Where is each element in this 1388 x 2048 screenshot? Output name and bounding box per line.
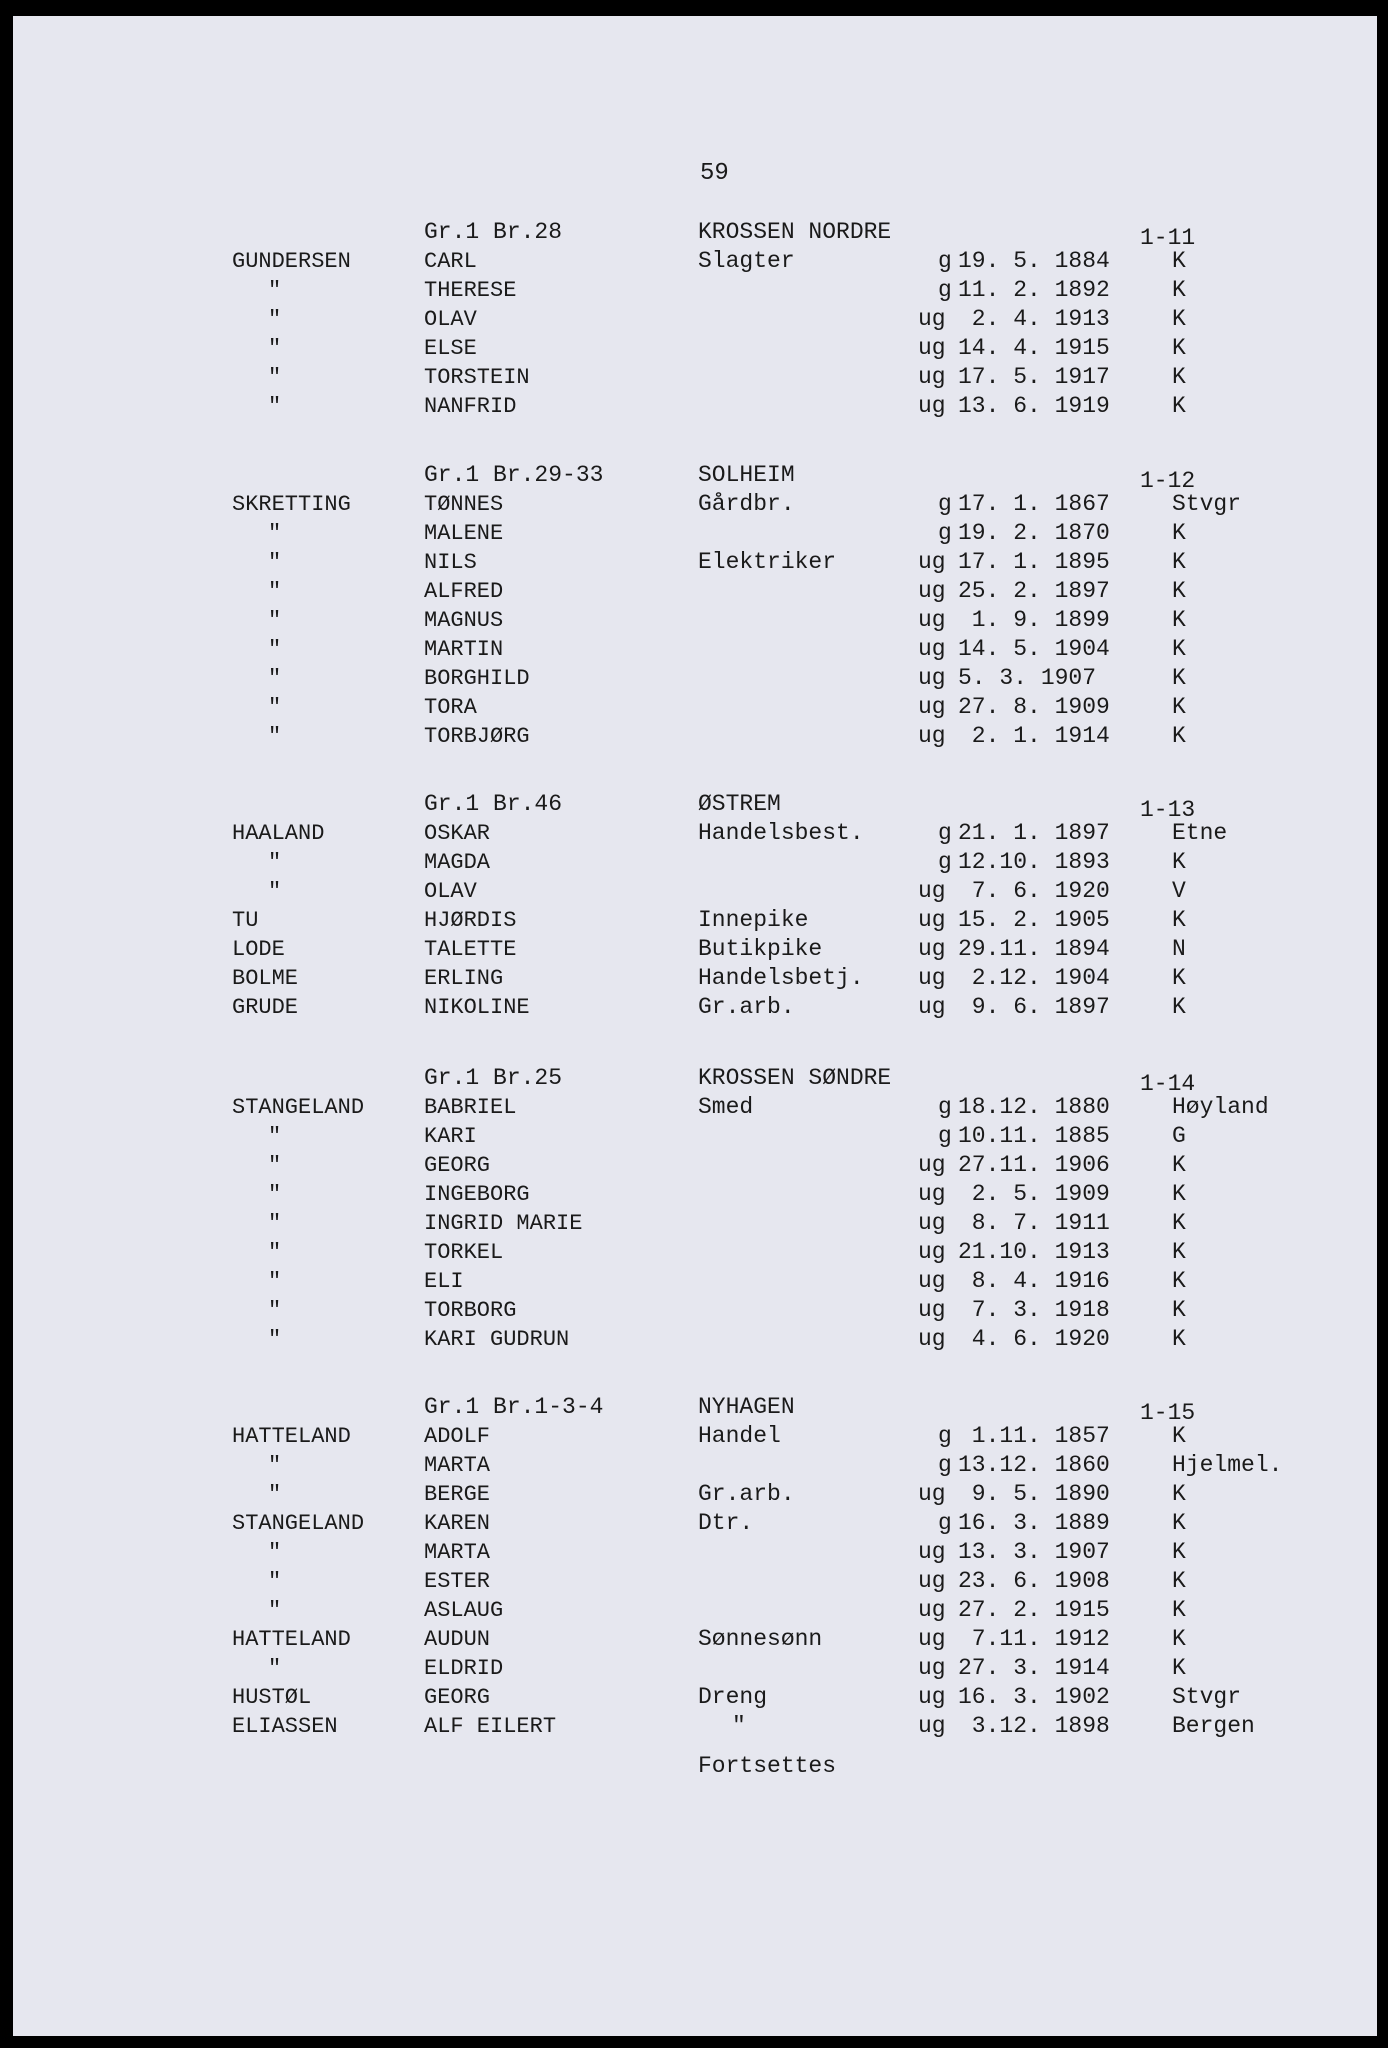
occupation: Elektriker bbox=[698, 549, 837, 575]
register-row bbox=[0, 1538, 1388, 1567]
surname: " bbox=[268, 521, 282, 546]
gr-br-reference: Gr.1 Br.46 bbox=[424, 791, 563, 817]
register-row bbox=[0, 276, 1388, 305]
first-name: BERGE bbox=[424, 1482, 491, 1507]
birth-place: G bbox=[1172, 1123, 1186, 1149]
birth-date: 12.10. 1893 bbox=[958, 849, 1110, 875]
birth-place: K bbox=[1172, 1510, 1186, 1536]
register-row bbox=[0, 1296, 1388, 1325]
birth-place: Høyland bbox=[1172, 1094, 1269, 1120]
farm-section bbox=[0, 1064, 1388, 1354]
first-name: NANFRID bbox=[424, 394, 517, 419]
surname: " bbox=[268, 1298, 282, 1323]
first-name: ELDRID bbox=[424, 1656, 504, 1681]
marital-status: ug bbox=[918, 1181, 946, 1207]
surname: " bbox=[268, 1240, 282, 1265]
surname: GUNDERSEN bbox=[232, 249, 351, 274]
first-name: MARTA bbox=[424, 1540, 491, 1565]
first-name: ALFRED bbox=[424, 579, 504, 604]
birth-place: K bbox=[1172, 1655, 1186, 1681]
birth-place: Bergen bbox=[1172, 1713, 1255, 1739]
marital-status: g bbox=[938, 520, 952, 546]
first-name: OSKAR bbox=[424, 821, 491, 846]
birth-place: K bbox=[1172, 393, 1186, 419]
birth-date: 17. 1. 1867 bbox=[958, 491, 1110, 517]
birth-date: 29.11. 1894 bbox=[958, 936, 1110, 962]
birth-date: 7.11. 1912 bbox=[958, 1626, 1110, 1652]
birth-date: 14. 5. 1904 bbox=[958, 636, 1110, 662]
surname: HATTELAND bbox=[232, 1424, 351, 1449]
register-row bbox=[0, 1451, 1388, 1480]
surname: " bbox=[268, 1124, 282, 1149]
register-row bbox=[0, 993, 1388, 1022]
first-name: TORSTEIN bbox=[424, 365, 530, 390]
birth-date: 4. 6. 1920 bbox=[958, 1326, 1110, 1352]
birth-date: 1. 9. 1899 bbox=[958, 607, 1110, 633]
register-row bbox=[0, 577, 1388, 606]
birth-date: 25. 2. 1897 bbox=[958, 578, 1110, 604]
marital-status: ug bbox=[918, 1297, 946, 1323]
birth-date: 5. 3. 1907 bbox=[958, 665, 1097, 691]
marital-status: ug bbox=[918, 636, 946, 662]
birth-date: 7. 3. 1918 bbox=[958, 1297, 1110, 1323]
marital-status: g bbox=[938, 849, 952, 875]
first-name: AUDUN bbox=[424, 1627, 491, 1652]
birth-place: K bbox=[1172, 1239, 1186, 1265]
birth-date: 8. 7. 1911 bbox=[958, 1210, 1110, 1236]
marital-status: ug bbox=[918, 549, 946, 575]
birth-place: K bbox=[1172, 723, 1186, 749]
birth-date: 3.12. 1898 bbox=[958, 1713, 1110, 1739]
surname: " bbox=[268, 1482, 282, 1507]
marital-status: g bbox=[938, 277, 952, 303]
register-row bbox=[0, 1093, 1388, 1122]
gr-br-reference: Gr.1 Br.25 bbox=[424, 1065, 563, 1091]
birth-date: 15. 2. 1905 bbox=[958, 907, 1110, 933]
birth-place: Stvgr bbox=[1172, 1684, 1242, 1710]
surname: " bbox=[268, 637, 282, 662]
birth-place: K bbox=[1172, 1326, 1186, 1352]
marital-status: ug bbox=[918, 878, 946, 904]
surname: HATTELAND bbox=[232, 1627, 351, 1652]
marital-status: g bbox=[938, 491, 952, 517]
register-row bbox=[0, 1151, 1388, 1180]
surname: STANGELAND bbox=[232, 1095, 365, 1120]
marital-status: ug bbox=[918, 393, 946, 419]
occupation: " bbox=[732, 1713, 746, 1739]
surname: LODE bbox=[232, 937, 285, 962]
surname: ELIASSEN bbox=[232, 1714, 338, 1739]
farm-name: KROSSEN NORDRE bbox=[698, 219, 892, 245]
first-name: ERLING bbox=[424, 966, 504, 991]
first-name: MALENE bbox=[424, 521, 504, 546]
surname: " bbox=[268, 1569, 282, 1594]
register-row bbox=[0, 1122, 1388, 1151]
birth-place: K bbox=[1172, 907, 1186, 933]
register-row bbox=[0, 606, 1388, 635]
surname: " bbox=[268, 1598, 282, 1623]
first-name: BABRIEL bbox=[424, 1095, 517, 1120]
continued-label: Fortsettes bbox=[698, 1753, 837, 1779]
marital-status: ug bbox=[918, 665, 946, 691]
first-name: KARI bbox=[424, 1124, 477, 1149]
marital-status: ug bbox=[918, 1568, 946, 1594]
birth-date: 2.12. 1904 bbox=[958, 965, 1110, 991]
farm-name: SOLHEIM bbox=[698, 462, 795, 488]
marital-status: g bbox=[938, 820, 952, 846]
farm-section bbox=[0, 218, 1388, 421]
birth-date: 16. 3. 1902 bbox=[958, 1684, 1110, 1710]
first-name: GEORG bbox=[424, 1685, 491, 1710]
register-row bbox=[0, 1683, 1388, 1712]
section-code: 1-13 bbox=[1140, 797, 1196, 823]
marital-status: ug bbox=[918, 1626, 946, 1652]
occupation: Gr.arb. bbox=[698, 1481, 795, 1507]
register-row bbox=[0, 693, 1388, 722]
farm-section bbox=[0, 461, 1388, 751]
farm-name: NYHAGEN bbox=[698, 1394, 795, 1420]
first-name: TORBORG bbox=[424, 1298, 517, 1323]
surname: TU bbox=[232, 908, 259, 933]
birth-place: K bbox=[1172, 520, 1186, 546]
marital-status: ug bbox=[918, 994, 946, 1020]
surname: " bbox=[268, 724, 282, 749]
first-name: NILS bbox=[424, 550, 477, 575]
marital-status: g bbox=[938, 1452, 952, 1478]
marital-status: ug bbox=[918, 907, 946, 933]
first-name: BORGHILD bbox=[424, 666, 530, 691]
first-name: TORBJØRG bbox=[424, 724, 530, 749]
surname: " bbox=[268, 1540, 282, 1565]
birth-date: 19. 5. 1884 bbox=[958, 248, 1110, 274]
birth-place: K bbox=[1172, 994, 1186, 1020]
first-name: MARTA bbox=[424, 1453, 491, 1478]
marital-status: ug bbox=[918, 578, 946, 604]
marital-status: ug bbox=[918, 364, 946, 390]
marital-status: g bbox=[938, 1510, 952, 1536]
first-name: TALETTE bbox=[424, 937, 517, 962]
surname: HAALAND bbox=[232, 821, 325, 846]
first-name: TORA bbox=[424, 695, 477, 720]
birth-date: 8. 4. 1916 bbox=[958, 1268, 1110, 1294]
birth-place: K bbox=[1172, 1481, 1186, 1507]
surname: " bbox=[268, 879, 282, 904]
birth-place: K bbox=[1172, 607, 1186, 633]
occupation: Dreng bbox=[698, 1684, 768, 1710]
birth-place: K bbox=[1172, 306, 1186, 332]
birth-date: 2. 1. 1914 bbox=[958, 723, 1110, 749]
marital-status: ug bbox=[918, 1326, 946, 1352]
first-name: HJØRDIS bbox=[424, 908, 517, 933]
first-name: ELSE bbox=[424, 336, 477, 361]
first-name: MAGNUS bbox=[424, 608, 504, 633]
register-row bbox=[0, 1625, 1388, 1654]
register-row bbox=[0, 848, 1388, 877]
birth-place: K bbox=[1172, 1297, 1186, 1323]
first-name: ALF EILERT bbox=[424, 1714, 557, 1739]
birth-date: 10.11. 1885 bbox=[958, 1123, 1110, 1149]
surname: " bbox=[268, 365, 282, 390]
surname: " bbox=[268, 579, 282, 604]
register-row bbox=[0, 363, 1388, 392]
surname: " bbox=[268, 336, 282, 361]
marital-status: ug bbox=[918, 1210, 946, 1236]
birth-place: K bbox=[1172, 665, 1186, 691]
birth-place: K bbox=[1172, 1181, 1186, 1207]
section-code: 1-11 bbox=[1140, 225, 1196, 251]
birth-place: K bbox=[1172, 694, 1186, 720]
first-name: MAGDA bbox=[424, 850, 491, 875]
birth-date: 9. 6. 1897 bbox=[958, 994, 1110, 1020]
first-name: KARI GUDRUN bbox=[424, 1327, 570, 1352]
section-code: 1-14 bbox=[1140, 1071, 1196, 1097]
marital-status: ug bbox=[918, 335, 946, 361]
surname: " bbox=[268, 1656, 282, 1681]
surname: " bbox=[268, 1211, 282, 1236]
marital-status: ug bbox=[918, 694, 946, 720]
section-header bbox=[0, 1064, 1388, 1097]
birth-place: K bbox=[1172, 965, 1186, 991]
marital-status: g bbox=[938, 1094, 952, 1120]
birth-place: K bbox=[1172, 335, 1186, 361]
birth-date: 21. 1. 1897 bbox=[958, 820, 1110, 846]
surname: " bbox=[268, 1182, 282, 1207]
marital-status: ug bbox=[918, 936, 946, 962]
first-name: TORKEL bbox=[424, 1240, 504, 1265]
marital-status: ug bbox=[918, 1481, 946, 1507]
register-row bbox=[0, 548, 1388, 577]
marital-status: ug bbox=[918, 306, 946, 332]
birth-date: 14. 4. 1915 bbox=[958, 335, 1110, 361]
farm-section bbox=[0, 1393, 1388, 1741]
birth-place: K bbox=[1172, 636, 1186, 662]
farm-name: KROSSEN SØNDRE bbox=[698, 1065, 892, 1091]
birth-place: Hjelmel. bbox=[1172, 1452, 1283, 1478]
birth-place: K bbox=[1172, 1568, 1186, 1594]
birth-date: 21.10. 1913 bbox=[958, 1239, 1110, 1265]
birth-place: K bbox=[1172, 1152, 1186, 1178]
birth-date: 27.11. 1906 bbox=[958, 1152, 1110, 1178]
marital-status: ug bbox=[918, 607, 946, 633]
first-name: GEORG bbox=[424, 1153, 491, 1178]
birth-place: V bbox=[1172, 878, 1186, 904]
surname: " bbox=[268, 394, 282, 419]
first-name: NIKOLINE bbox=[424, 995, 530, 1020]
birth-place: K bbox=[1172, 248, 1186, 274]
surname: STANGELAND bbox=[232, 1511, 365, 1536]
surname: " bbox=[268, 1153, 282, 1178]
birth-date: 9. 5. 1890 bbox=[958, 1481, 1110, 1507]
register-row bbox=[0, 334, 1388, 363]
surname: " bbox=[268, 695, 282, 720]
surname: " bbox=[268, 278, 282, 303]
birth-date: 2. 4. 1913 bbox=[958, 306, 1110, 332]
surname: BOLME bbox=[232, 966, 299, 991]
birth-place: K bbox=[1172, 364, 1186, 390]
birth-place: Stvgr bbox=[1172, 491, 1242, 517]
farm-section bbox=[0, 790, 1388, 1022]
section-header bbox=[0, 790, 1388, 823]
surname: " bbox=[268, 307, 282, 332]
surname: GRUDE bbox=[232, 995, 299, 1020]
gr-br-reference: Gr.1 Br.29-33 bbox=[424, 462, 604, 488]
occupation: Handel bbox=[698, 1423, 781, 1449]
marital-status: ug bbox=[918, 965, 946, 991]
register-row bbox=[0, 247, 1388, 276]
first-name: CARL bbox=[424, 249, 477, 274]
section-code: 1-15 bbox=[1140, 1400, 1196, 1426]
marital-status: ug bbox=[918, 1655, 946, 1681]
birth-place: Etne bbox=[1172, 820, 1228, 846]
birth-date: 1.11. 1857 bbox=[958, 1423, 1110, 1449]
first-name: TØNNES bbox=[424, 492, 504, 517]
occupation: Slagter bbox=[698, 248, 795, 274]
marital-status: ug bbox=[918, 1713, 946, 1739]
occupation: Dtr. bbox=[698, 1510, 754, 1536]
farm-name: ØSTREM bbox=[698, 791, 781, 817]
register-row bbox=[0, 664, 1388, 693]
first-name: ASLAUG bbox=[424, 1598, 504, 1623]
surname: SKRETTING bbox=[232, 492, 351, 517]
birth-date: 17. 5. 1917 bbox=[958, 364, 1110, 390]
section-header bbox=[0, 218, 1388, 251]
marital-status: ug bbox=[918, 1268, 946, 1294]
section-code: 1-12 bbox=[1140, 468, 1196, 494]
first-name: INGRID MARIE bbox=[424, 1211, 583, 1236]
register-row bbox=[0, 935, 1388, 964]
occupation: Sønnesønn bbox=[698, 1626, 823, 1652]
marital-status: ug bbox=[918, 723, 946, 749]
marital-status: ug bbox=[918, 1539, 946, 1565]
register-row bbox=[0, 1180, 1388, 1209]
occupation: Innepike bbox=[698, 907, 809, 933]
register-row bbox=[0, 877, 1388, 906]
surname: " bbox=[268, 1269, 282, 1294]
section-header bbox=[0, 1393, 1388, 1426]
gr-br-reference: Gr.1 Br.1-3-4 bbox=[424, 1394, 604, 1420]
register-row bbox=[0, 1422, 1388, 1451]
birth-date: 27. 8. 1909 bbox=[958, 694, 1110, 720]
surname: " bbox=[268, 1327, 282, 1352]
first-name: ESTER bbox=[424, 1569, 491, 1594]
occupation: Gr.arb. bbox=[698, 994, 795, 1020]
birth-place: K bbox=[1172, 1268, 1186, 1294]
surname: HUSTØL bbox=[232, 1685, 312, 1710]
birth-place: K bbox=[1172, 1210, 1186, 1236]
first-name: KAREN bbox=[424, 1511, 491, 1536]
surname: " bbox=[268, 1453, 282, 1478]
register-row bbox=[0, 490, 1388, 519]
first-name: OLAV bbox=[424, 879, 477, 904]
marital-status: g bbox=[938, 248, 952, 274]
first-name: THERESE bbox=[424, 278, 517, 303]
register-row bbox=[0, 1654, 1388, 1683]
birth-date: 13. 3. 1907 bbox=[958, 1539, 1110, 1565]
birth-date: 13.12. 1860 bbox=[958, 1452, 1110, 1478]
register-row bbox=[0, 519, 1388, 548]
page-number: 59 bbox=[700, 160, 729, 187]
birth-date: 17. 1. 1895 bbox=[958, 549, 1110, 575]
first-name: MARTIN bbox=[424, 637, 504, 662]
register-row bbox=[0, 1509, 1388, 1538]
marital-status: ug bbox=[918, 1239, 946, 1265]
surname: " bbox=[268, 550, 282, 575]
marital-status: g bbox=[938, 1123, 952, 1149]
occupation: Smed bbox=[698, 1094, 754, 1120]
register-row bbox=[0, 1209, 1388, 1238]
surname: " bbox=[268, 666, 282, 691]
occupation: Gårdbr. bbox=[698, 491, 795, 517]
birth-place: K bbox=[1172, 277, 1186, 303]
register-row bbox=[0, 1712, 1388, 1741]
birth-date: 27. 2. 1915 bbox=[958, 1597, 1110, 1623]
birth-date: 11. 2. 1892 bbox=[958, 277, 1110, 303]
birth-date: 2. 5. 1909 bbox=[958, 1181, 1110, 1207]
gr-br-reference: Gr.1 Br.28 bbox=[424, 219, 563, 245]
marital-status: ug bbox=[918, 1152, 946, 1178]
register-row bbox=[0, 819, 1388, 848]
birth-date: 18.12. 1880 bbox=[958, 1094, 1110, 1120]
marital-status: ug bbox=[918, 1597, 946, 1623]
register-row bbox=[0, 1238, 1388, 1267]
register-row bbox=[0, 964, 1388, 993]
surname: " bbox=[268, 608, 282, 633]
marital-status: ug bbox=[918, 1684, 946, 1710]
first-name: OLAV bbox=[424, 307, 477, 332]
register-row bbox=[0, 1567, 1388, 1596]
first-name: ELI bbox=[424, 1269, 464, 1294]
birth-place: K bbox=[1172, 1423, 1186, 1449]
birth-place: N bbox=[1172, 936, 1186, 962]
birth-place: K bbox=[1172, 1597, 1186, 1623]
birth-place: K bbox=[1172, 578, 1186, 604]
birth-place: K bbox=[1172, 1626, 1186, 1652]
birth-place: K bbox=[1172, 849, 1186, 875]
birth-date: 27. 3. 1914 bbox=[958, 1655, 1110, 1681]
first-name: INGEBORG bbox=[424, 1182, 530, 1207]
birth-place: K bbox=[1172, 1539, 1186, 1565]
occupation: Handelsbest. bbox=[698, 820, 864, 846]
register-row bbox=[0, 1267, 1388, 1296]
register-row bbox=[0, 1596, 1388, 1625]
register-row bbox=[0, 1325, 1388, 1354]
register-row bbox=[0, 722, 1388, 751]
occupation: Butikpike bbox=[698, 936, 823, 962]
marital-status: g bbox=[938, 1423, 952, 1449]
register-row bbox=[0, 906, 1388, 935]
birth-date: 7. 6. 1920 bbox=[958, 878, 1110, 904]
surname: " bbox=[268, 850, 282, 875]
occupation: Handelsbetj. bbox=[698, 965, 864, 991]
birth-date: 19. 2. 1870 bbox=[958, 520, 1110, 546]
first-name: ADOLF bbox=[424, 1424, 491, 1449]
register-row bbox=[0, 635, 1388, 664]
register-row bbox=[0, 305, 1388, 334]
birth-date: 13. 6. 1919 bbox=[958, 393, 1110, 419]
birth-date: 23. 6. 1908 bbox=[958, 1568, 1110, 1594]
birth-date: 16. 3. 1889 bbox=[958, 1510, 1110, 1536]
register-row bbox=[0, 392, 1388, 421]
section-header bbox=[0, 461, 1388, 494]
register-row bbox=[0, 1480, 1388, 1509]
birth-place: K bbox=[1172, 549, 1186, 575]
